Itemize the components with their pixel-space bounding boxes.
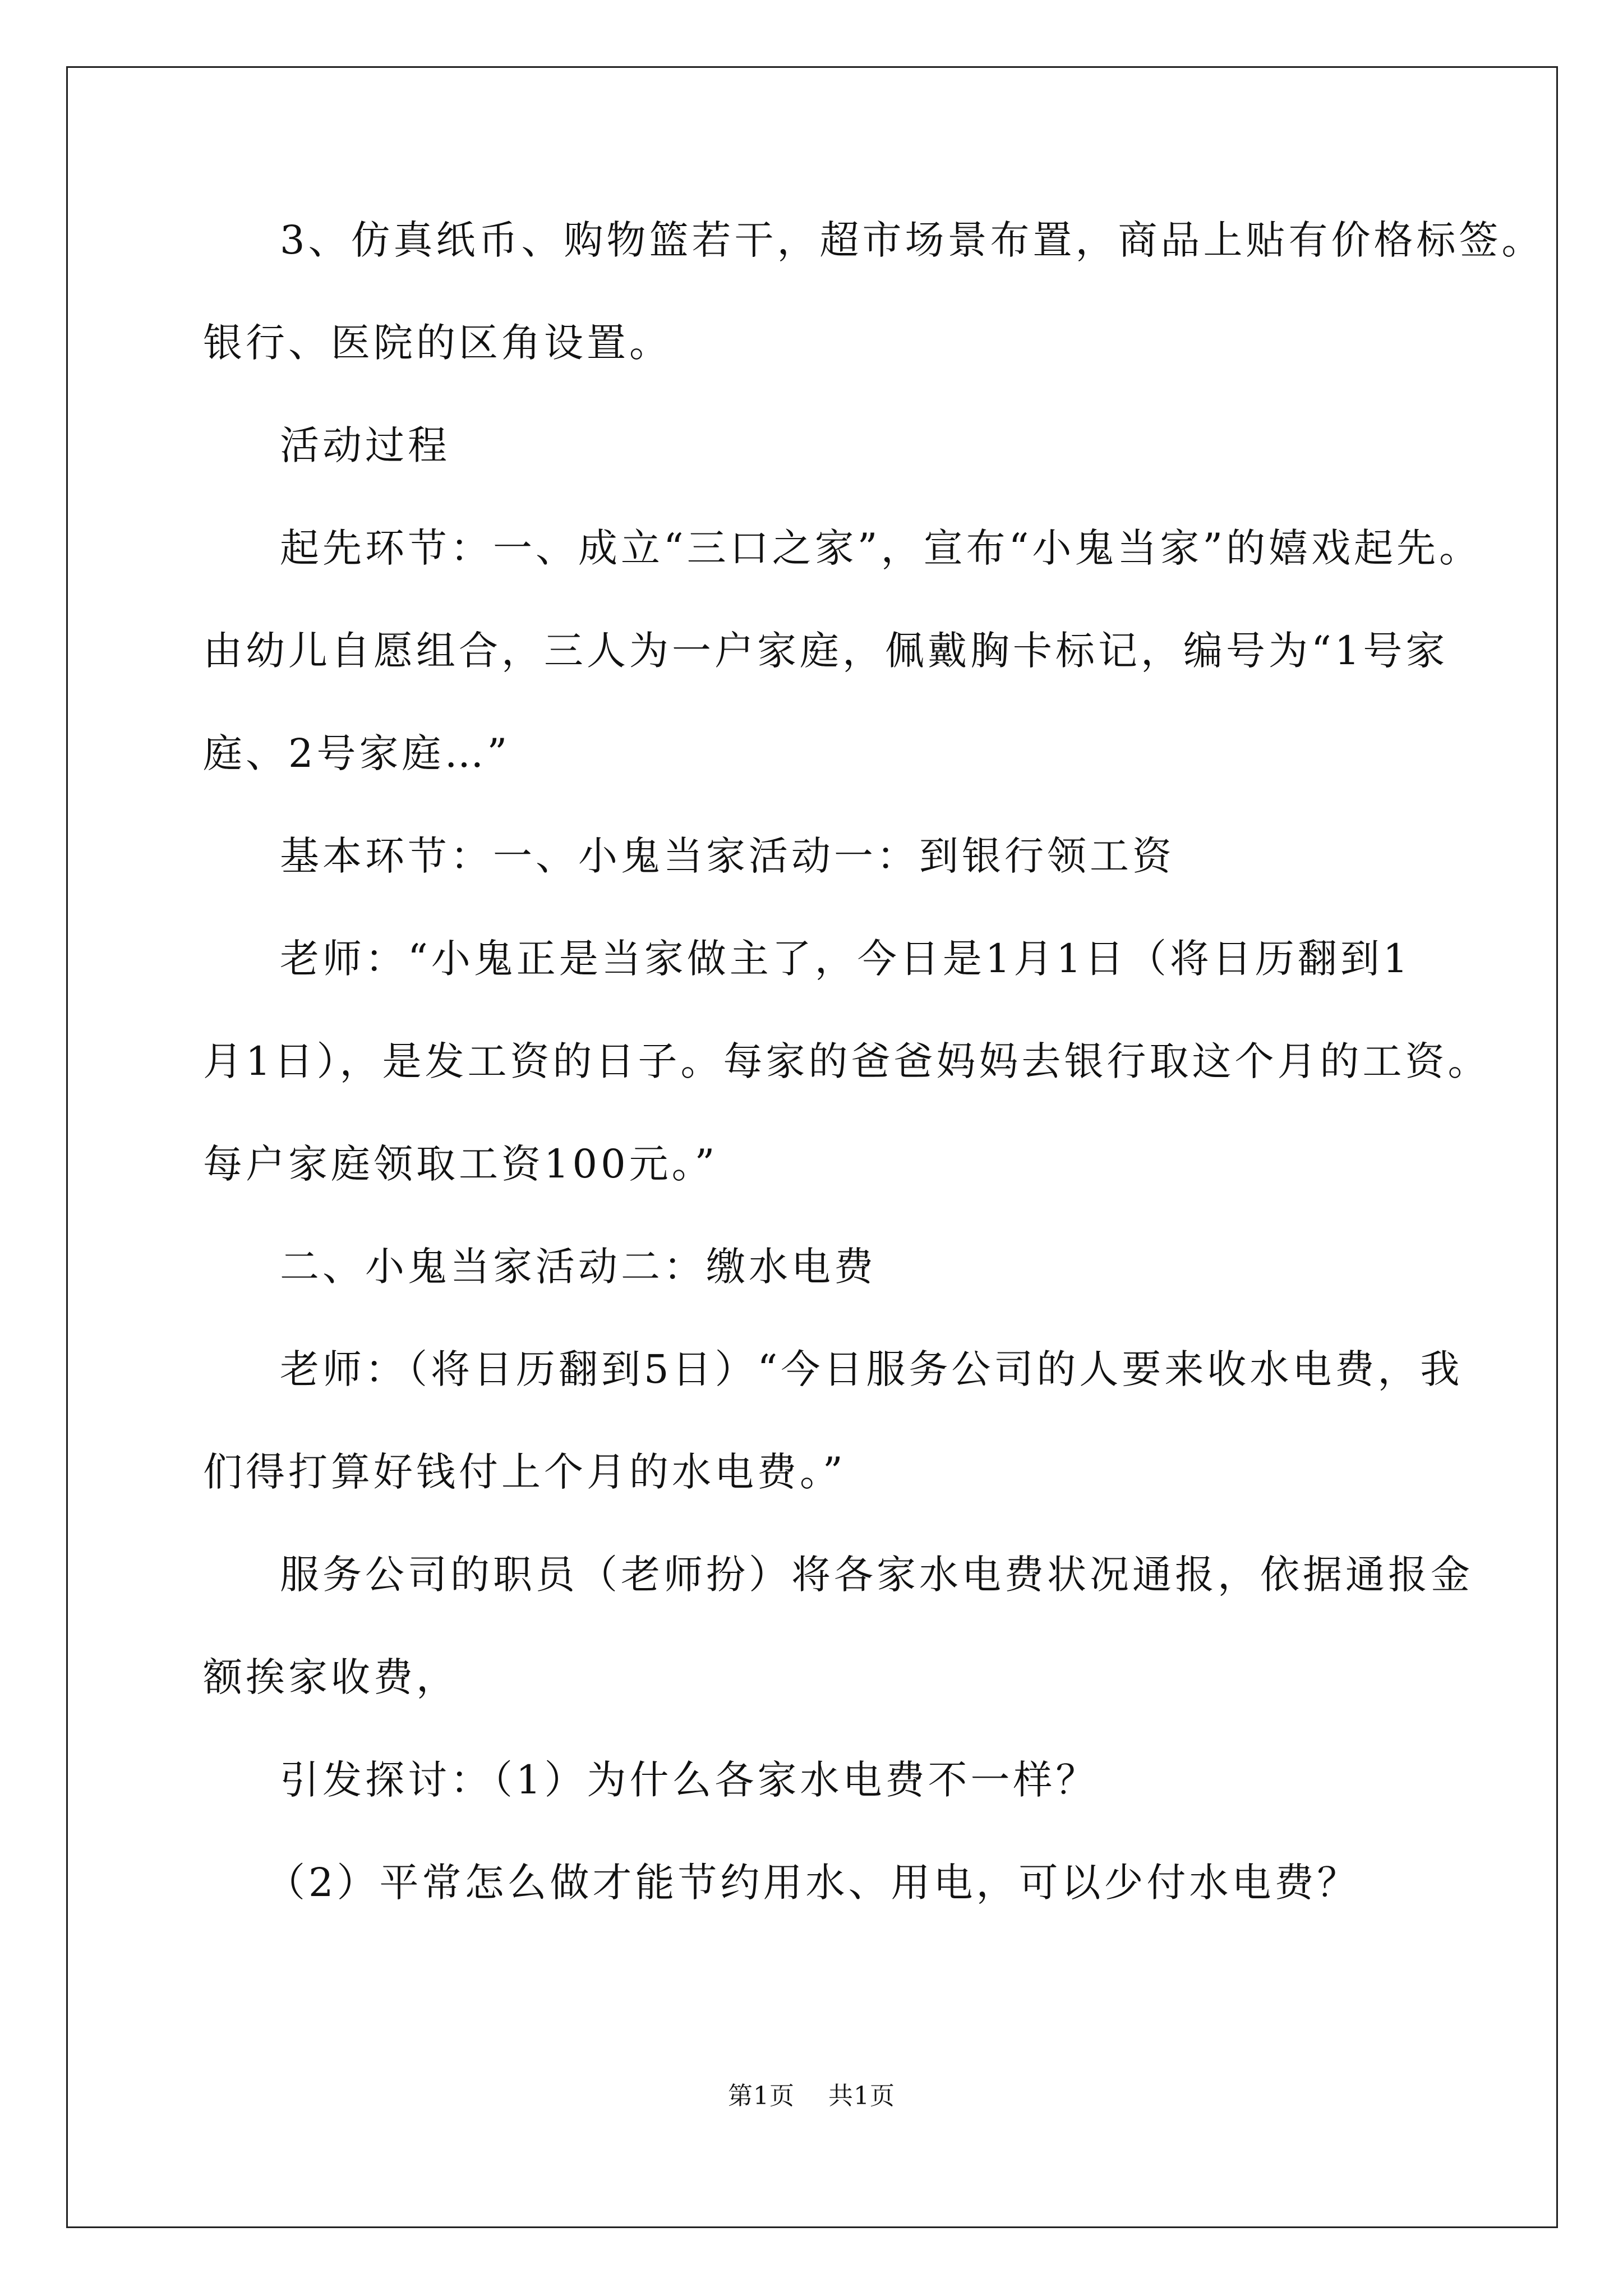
paragraph-line: 们得打算好钱付上个月的水电费。” <box>203 1449 846 1495</box>
paragraph-line: 起先环节：一、成立“三口之家”，宣布“小鬼当家”的嬉戏起先。 <box>280 525 1482 571</box>
paragraph-line: （2）平常怎么做才能节约用水、用电，可以少付水电费？ <box>266 1860 1360 1906</box>
paragraph-line: 老师：“小鬼正是当家做主了，今日是1月1日（将日历翻到1 <box>280 936 1412 982</box>
paragraph-line: 二、小鬼当家活动二：缴水电费 <box>280 1244 877 1290</box>
page-number-total: 共1页 <box>828 2082 895 2110</box>
paragraph-line: 3、仿真纸币、购物篮若干，超市场景布置，商品上贴有价格标签。 <box>280 217 1544 263</box>
paragraph-line: 月1日），是发工资的日子。每家的爸爸妈妈去银行取这个月的工资。 <box>203 1038 1491 1084</box>
section-heading: 活动过程 <box>280 422 450 468</box>
paragraph-line: 引发探讨：（1）为什么各家水电费不一样？ <box>280 1757 1099 1803</box>
paragraph-line: 由幼儿自愿组合，三人为一户家庭，佩戴胸卡标记，编号为“1号家 <box>203 628 1449 674</box>
page-number-current: 第1页 <box>728 2082 795 2110</box>
page-footer <box>0 2081 1623 2111</box>
paragraph-line: 服务公司的职员（老师扮）将各家水电费状况通报，依据通报金 <box>280 1552 1473 1598</box>
paragraph-line: 银行、医院的区角设置。 <box>203 320 672 366</box>
paragraph-line: 每户家庭领取工资100元。” <box>203 1141 718 1187</box>
paragraph-line: 老师：（将日历翻到5日）“今日服务公司的人要来收水电费，我 <box>280 1346 1463 1392</box>
paragraph-line: 基本环节：一、小鬼当家活动一：到银行领工资 <box>280 833 1175 879</box>
paragraph-line: 庭、2号家庭…” <box>203 730 511 776</box>
paragraph-line: 额挨家收费， <box>203 1654 459 1700</box>
